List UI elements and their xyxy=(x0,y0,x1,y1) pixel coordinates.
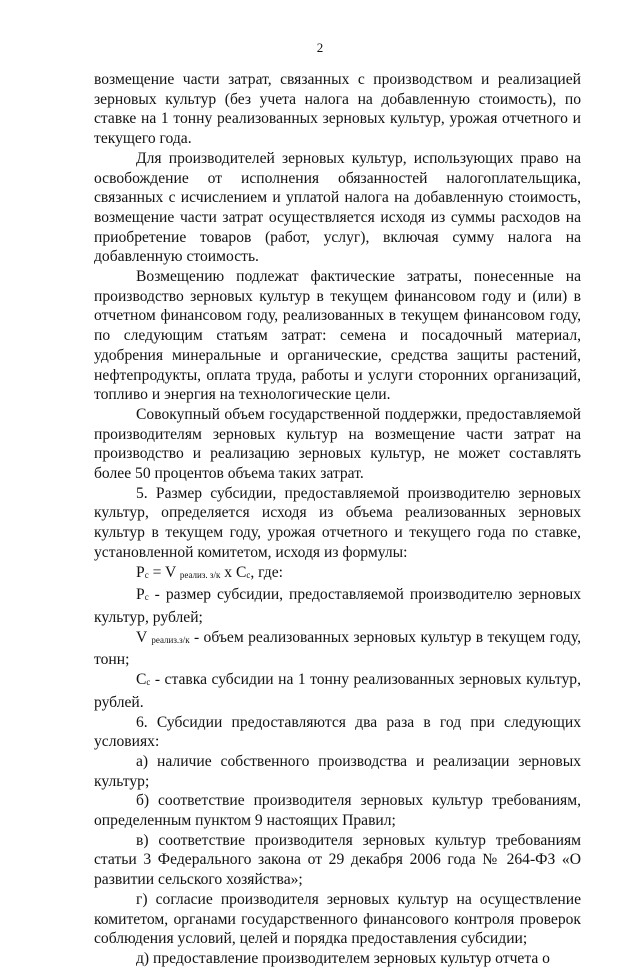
paragraph-5: 5. Размер субсидии, предоставляемой производителю зерновых культур, определяется исходя из объема реализованных зерновых культур в текущем году, урожая отчетного и текущего года по ставке, установленной комитетом, исходя из формулы: xyxy=(94,484,581,561)
page-number: 2 xyxy=(316,40,324,55)
formula-p-sub: c xyxy=(144,569,149,580)
definition-c-text: - ставка субсидии на 1 тонну реализованных зерновых культур, рублей. xyxy=(94,671,581,711)
definition-p-sub: c xyxy=(144,592,149,603)
condition-a: а) наличие собственного производства и реализации зерновых культур; xyxy=(94,752,581,790)
formula-times: x C xyxy=(220,563,247,581)
definition-v-text: - объем реализованных зерновых культур в текущем году, тонн; xyxy=(94,628,582,669)
condition-g: г) согласие производителя зерновых культур на осуществление комитетом, органами государственного финансового контроля проверок соблюдения условий, целей и порядка предоставления субсидии; xyxy=(94,890,581,948)
definition-p xyxy=(94,585,581,627)
definition-v xyxy=(94,628,581,670)
paragraph-4: Совокупный объем государственной поддержки, предоставляемой производителям зерновых культур на возмещение части затрат на производство и реализацию зерновых культур, не может составлять более 50 процентов объема таких затрат. xyxy=(94,405,581,483)
condition-d: д) предоставление производителем зерновых культур отчета о xyxy=(136,949,550,967)
paragraph-1: возмещение части затрат, связанных с производством и реализацией зерновых культур (без учета налога на добавленную стоимость), по ставке на 1 тонну реализованных зерновых культур, урожая отчетного и текущего года. xyxy=(94,71,581,148)
definition-v-sub: реализ.з/к xyxy=(151,634,190,645)
definition-p-text: - размер субсидии, предоставляемой производителю зерновых культур, рублей; xyxy=(94,586,581,626)
formula-v-sub: реализ. з/к xyxy=(179,569,221,580)
formula-tail: , где: xyxy=(250,563,283,581)
definition-p-symbol: P xyxy=(136,586,145,604)
formula-eq: = V xyxy=(148,563,180,581)
subsidy-formula xyxy=(94,563,581,586)
definition-c-symbol: C xyxy=(136,671,147,689)
definition-c-sub: c xyxy=(146,677,151,688)
paragraph-3: Возмещению подлежат фактические затраты, понесенные на производство зерновых культур в текущем финансовом году и (или) в отчетном финансовом году, реализованных в текущем финансовом году, по следующим статьям затрат: семена и посадочный материал, удобрения минеральные и органические, средства защиты растений, нефтепродукты, оплата труда, работы и услуги сторонних организаций, топливо и энергия на технологические цели. xyxy=(94,268,581,404)
formula-c-sub: c xyxy=(246,569,251,580)
paragraph-2: Для производителей зерновых культур, использующих право на освобождение от исполнения обязанностей налогоплательщика, связанных с исчислением и уплатой налога на добавленную стоимость, возмещение части затрат осуществляется исходя из суммы расходов на приобретение товаров (работ, услуг), включая сумму налога на добавленную стоимость. xyxy=(94,149,581,266)
paragraph-6: 6. Субсидии предоставляются два раза в год при следующих условиях: xyxy=(94,713,581,751)
definition-c xyxy=(94,670,581,712)
definition-v-symbol: V xyxy=(136,628,152,646)
document-body xyxy=(94,70,581,969)
formula-p: P xyxy=(136,563,145,581)
condition-v: в) соответствие производителя зерновых культур требованиям статьи 3 Федерального закона от 29 декабря 2006 года № 264-ФЗ «О развитии сельского хозяйства»; xyxy=(94,831,581,889)
condition-b: б) соответствие производителя зерновых культур требованиям, определенным пунктом 9 настоящих Правил; xyxy=(94,792,581,830)
